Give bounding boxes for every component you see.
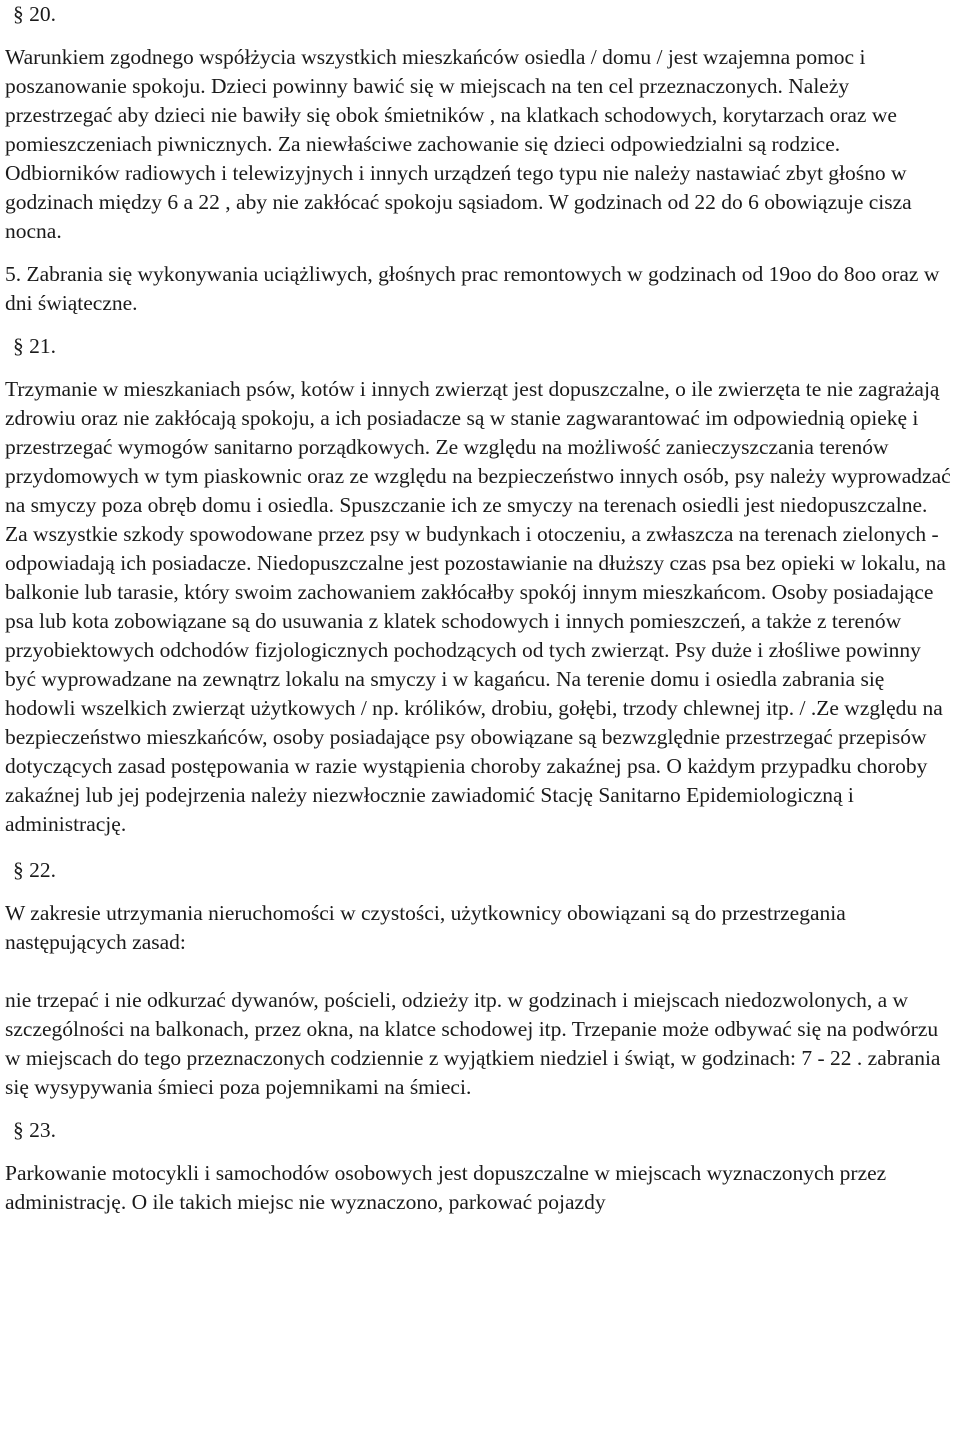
paragraph-22-1: W zakresie utrzymania nieruchomości w czystości, użytkownicy obowiązani są do przestrzegania następujących zasad: xyxy=(5,901,846,954)
document-page xyxy=(5,0,955,1217)
paragraph-23-1: Parkowanie motocykli i samochodów osobowych jest dopuszczalne w miejscach wyznaczonych przez administrację. O ile takich miejsc nie wyznaczono, parkować pojazdy xyxy=(5,1161,887,1214)
section-heading-23: § 23. xyxy=(13,1118,56,1142)
paragraph-22-2: nie trzepać i nie odkurzać dywanów, pościeli, odzieży itp. w godzinach i miejscach niedozwolonych, a w szczególności na balkonach, przez okna, na klatce schodowej itp. Trzepanie może odbywać się na podwórzu w miejscach do tego przeznaczonych codziennie z wyjątkiem niedziel i świąt, w godzinach: 7 - 22 . zabrania się wysypywania śmieci poza pojemnikami na śmieci. xyxy=(5,988,941,1099)
paragraph-20-1: Warunkiem zgodnego współżycia wszystkich mieszkańców osiedla / domu / jest wzajemna pomoc i poszanowanie spokoju. Dzieci powinny bawić się w miejscach na ten cel przeznaczonych. Należy przestrzegać aby dzieci nie bawiły się obok śmietników , na klatkach schodowych, korytarzach oraz we pomieszczeniach piwnicznych. Za niewłaściwe zachowanie się dzieci odpowiedzialni są rodzice. Odbiorników radiowych i telewizyjnych i innych urządzeń tego typu nie należy nastawiać zbyt głośno w godzinach między 6 a 22 , aby nie zakłócać spokoju sąsiadom. W godzinach od 22 do 6 obowiązuje cisza nocna. xyxy=(5,45,912,243)
section-heading-20: § 20. xyxy=(13,2,56,26)
section-heading-22: § 22. xyxy=(13,858,56,882)
paragraph-21-1: Trzymanie w mieszkaniach psów, kotów i innych zwierząt jest dopuszczalne, o ile zwierzęta te nie zagrażają zdrowiu oraz nie zakłócają spokoju, a ich posiadacze są w stanie zagwarantować im odpowiednią opiekę i przestrzegać wymogów sanitarno porządkowych. Ze względu na możliwość zanieczyszczania terenów przydomowych w tym piaskownic oraz ze względu na bezpieczeństwo innych osób, psy należy wyprowadzać na smyczy poza obręb domu i osiedla. Spuszczanie ich ze smyczy na terenach osiedli jest niedopuszczalne. Za wszystkie szkody spowodowane przez psy w budynkach i otoczeniu, a zwłaszcza na terenach zielonych - odpowiadają ich posiadacze. Niedopuszczalne jest pozostawianie na dłuższy czas psa bez opieki w lokalu, na balkonie lub tarasie, który swoim zachowaniem zakłócałby spokój innym mieszkańcom. Osoby posiadające psa lub kota zobowiązane są do usuwania z klatek schodowych i innych pomieszczeń, a także z terenów przyobiektowych odchodów fizjologicznych pochodzących od tych zwierząt. Psy duże i złośliwe powinny być wyprowadzane na zewnątrz lokalu na smyczy i w kagańcu. Na terenie domu i osiedla zabrania się hodowli wszelkich zwierząt użytkowych / np. królików, drobiu, gołębi, trzody chlewnej itp. / .Ze względu na bezpieczeństwo mieszkańców, osoby posiadające psy obowiązane są bezwzględnie przestrzegać przepisów dotyczących zasad postępowania w razie wystąpienia choroby zakaźnej psa. O każdym przypadku choroby zakaźnej lub jej podejrzenia należy niezwłocznie zawiadomić Stację Sanitarno Epidemiologiczną i administrację. xyxy=(5,377,951,836)
paragraph-20-2: 5. Zabrania się wykonywania uciążliwych, głośnych prac remontowych w godzinach od 19oo do 8oo oraz w dni świąteczne. xyxy=(5,262,940,315)
section-heading-21: § 21. xyxy=(13,334,56,358)
